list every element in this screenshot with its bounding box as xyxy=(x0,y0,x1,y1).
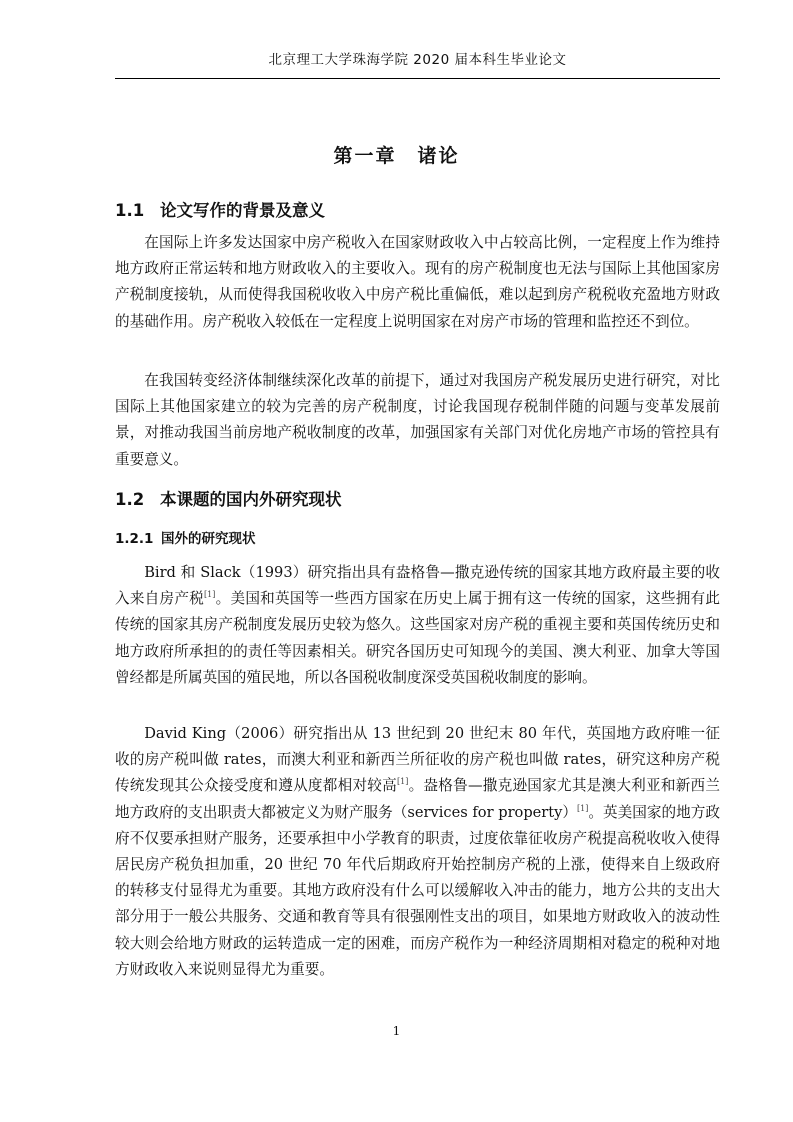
subsection-heading-1-2-1 xyxy=(115,527,256,547)
section-number: 1.2 xyxy=(115,490,145,509)
running-header: 北京理工大学珠海学院 2020 届本科生毕业论文 xyxy=(268,52,567,68)
paragraph-text: Bird 和 Slack（1993）研究指出具有盎格鲁—撒克逊传统的国家其地方政府最主要的收入来自房产税 xyxy=(115,564,720,608)
header-divider xyxy=(115,78,720,79)
paragraph-text: 。英美国家的地方政府不仅要承担财产服务，还要承担中小学教育的职责，过度依靠征收房产税提高税收收入使得居民房产税负担加重，20 世纪 70 年代后期政府开始控制房产税的上涨，使得来自上级政府的转移支付显得尤为重要。其地方政府没有什么可以缓解收入冲击的能力，地方公共的支出大部分用于一般公共服务、交通和教育等具有很强刚性支出的项目，如果地方财政收入的波动性较大则会给地方财政的运转造成一定的困难，而房产税作为一种经济周期相对稳定的税种对地方财政收入来说则显得尤为重要。 xyxy=(115,803,720,978)
paragraph-background-1: 在国际上许多发达国家中房产税收入在国家财政收入中占较高比例，一定程度上作为维持地方政府正常运转和地方财政收入的主要收入。现有的房产税制度也无法与国际上其他国家房产税制度接轨，从而使得我国税收收入中房产税比重偏低，难以起到房产税税收充盈地方财政的基础作用。房产税收入较低在一定程度上说明国家在对房产市场的管理和监控还不到位。 xyxy=(115,234,720,330)
citation-ref: [1] xyxy=(204,590,216,600)
section-heading-1-2 xyxy=(115,486,342,510)
paragraph-foreign-research-1 xyxy=(115,560,720,691)
chapter-title: 第一章 诸论 xyxy=(333,145,460,167)
page-number: 1 xyxy=(392,1024,401,1038)
section-heading-1-1 xyxy=(115,197,325,221)
citation-ref: [1] xyxy=(396,777,409,787)
section-title: 论文写作的背景及意义 xyxy=(160,201,325,220)
paragraph-text: David King（2006）研究指出从 13 世纪到 20 世纪末 80 年代，英国地方政府唯一征收的房产税叫做 rates，而澳大利亚和新西兰所征收的房产税也叫做 rates，研究这种房产税传统发现其公众接受度和遵从度都相对较高 xyxy=(115,725,720,795)
subsection-title: 国外的研究现状 xyxy=(161,531,256,547)
subsection-number: 1.2.1 xyxy=(115,531,154,547)
paragraph-text: 。盎格鲁—撒克逊国家尤其是澳大利亚和新西兰地方政府的支出职责大都被定义为财产服务（services for property） xyxy=(115,777,720,821)
section-title: 本课题的国内外研究现状 xyxy=(160,490,342,509)
paragraph-text: 。美国和英国等一些西方国家在历史上属于拥有这一传统的国家，这些拥有此传统的国家其房产税制度发展历史较为悠久。这些国家对房产税的重视主要和英国传统历史和地方政府所承担的的责任等因素相关。研究各国历史可知现今的美国、澳大利亚、加拿大等国曾经都是所属英国的殖民地，所以各国税收制度深受英国税收制度的影响。 xyxy=(115,590,720,686)
paragraph-foreign-research-2 xyxy=(115,721,720,983)
citation-ref: [1] xyxy=(577,803,589,813)
section-number: 1.1 xyxy=(115,201,145,220)
paragraph-background-2: 在我国转变经济体制继续深化改革的前提下，通过对我国房产税发展历史进行研究，对比国际上其他国家建立的较为完善的房产税制度，讨论我国现存税制伴随的问题与变革发展前景，对推动我国当前房地产税收制度的改革，加强国家有关部门对优化房地产市场的管控具有重要意义。 xyxy=(115,372,720,468)
